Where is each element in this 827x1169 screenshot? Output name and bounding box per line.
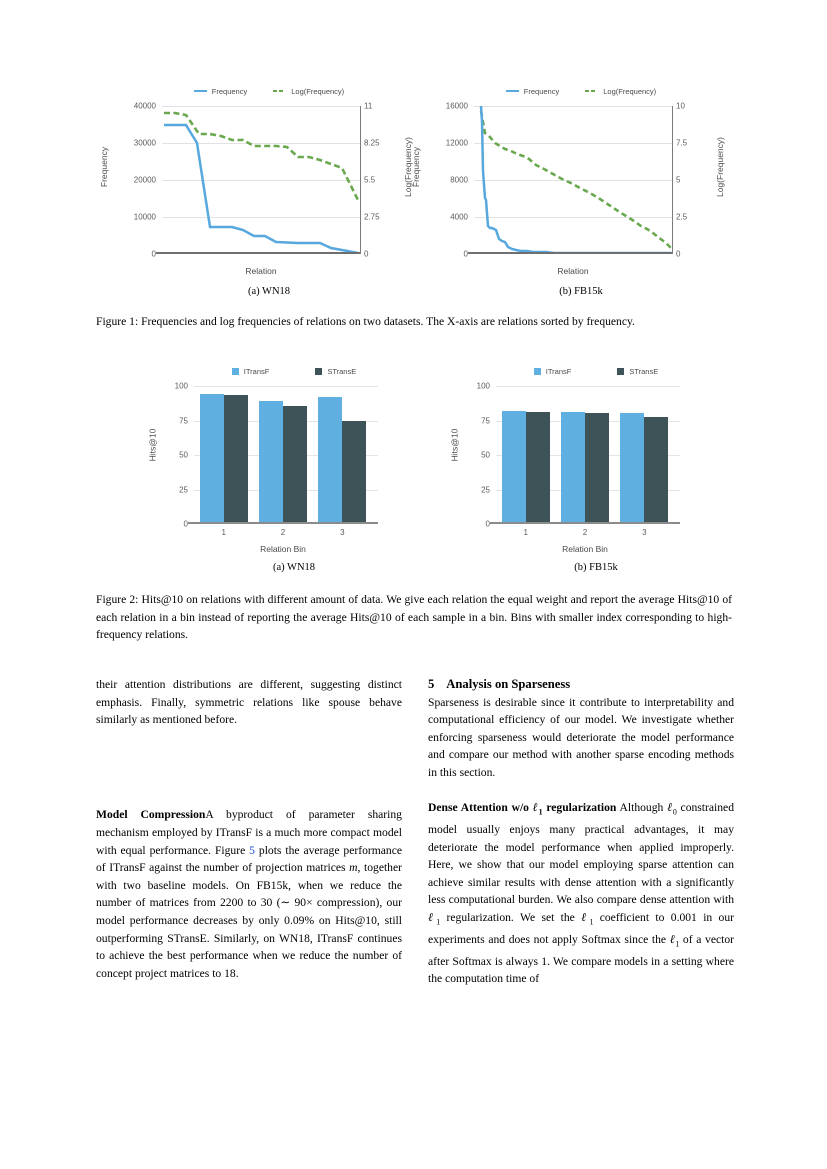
bar-group bbox=[259, 386, 307, 522]
y-tick: 30000 bbox=[133, 138, 156, 148]
y-tick-right: 11 bbox=[364, 101, 373, 111]
model-compression-paragraph bbox=[96, 806, 402, 982]
line-chart-wn18-y-title-right: Log(Frequency) bbox=[403, 136, 414, 198]
legend-item-itransf bbox=[232, 367, 270, 376]
line-chart-fb15k-y-title-left: Frequency bbox=[411, 146, 422, 188]
line-chart-wn18-plot bbox=[162, 106, 361, 254]
ell-symbol-0: ℓ bbox=[667, 801, 673, 815]
y-tick: 20000 bbox=[133, 175, 156, 185]
legend-swatch-icon-stranse bbox=[617, 368, 624, 375]
bar-stranse bbox=[224, 395, 248, 523]
bar-group bbox=[200, 386, 248, 522]
line-dashed-swatch-icon bbox=[273, 90, 286, 92]
line-chart-wn18-y-axis-right bbox=[364, 101, 398, 259]
y-tick: 40000 bbox=[133, 101, 156, 111]
left-paragraph-1: their attention distributions are different, suggesting distinct emphasis. Finally, symmetric relations like spouse behave similarly as mentioned before. bbox=[96, 678, 402, 727]
bar-group bbox=[620, 386, 668, 522]
bar-chart-fb15k bbox=[446, 362, 746, 584]
line-solid-swatch-icon bbox=[194, 90, 207, 92]
bar-stranse bbox=[342, 421, 366, 523]
line-chart-fb15k-y-axis-left bbox=[426, 101, 468, 259]
bar-chart-fb15k-x-ticks bbox=[496, 528, 674, 537]
line-chart-wn18-series bbox=[162, 106, 360, 254]
ell-subscript-1c: 1 bbox=[675, 939, 680, 949]
bar-stranse bbox=[644, 417, 668, 522]
bar-stranse bbox=[526, 412, 550, 522]
y-tick: 0 bbox=[463, 249, 468, 259]
y-tick-right: 2.5 bbox=[676, 212, 688, 222]
bar-chart-fb15k-y-title: Hits@10 bbox=[449, 428, 460, 462]
bar-chart-fb15k-legend bbox=[446, 364, 746, 378]
bar-itransf bbox=[318, 397, 342, 522]
ell-symbol-1c: ℓ bbox=[669, 932, 676, 946]
figure-1b-subcaption: (b) FB15k bbox=[559, 286, 603, 297]
y-tick: 100 bbox=[174, 381, 188, 391]
figure-2-caption: Figure 2: Hits@10 on relations with different amount of data. We give each relation the equal weight and report the average Hits@10 of each relation in a bin instead of reporting the average Hits@10 of each sample in a bin. Bins with smaller index corresponding to high-frequency relations. bbox=[96, 593, 732, 641]
figure-1-caption: Figure 1: Frequencies and log frequencies of relations on two datasets. The X-axis are relations sorted by frequency. bbox=[96, 315, 635, 328]
da-text-5: of a vector after Softmax is always 1. We compare models in a setting where the computation time of bbox=[428, 932, 734, 986]
da-text-4: coefficient to 0.001 in our experiments and does not apply Softmax since the bbox=[428, 911, 734, 946]
da-text-3: regularization. We set the bbox=[440, 911, 582, 925]
y-tick: 25 bbox=[179, 485, 188, 494]
bar-chart-wn18-y-title: Hits@10 bbox=[147, 428, 158, 462]
legend-item-log-frequency bbox=[585, 87, 656, 96]
y-tick-right: 5.5 bbox=[364, 175, 376, 185]
body-left-column bbox=[96, 676, 402, 982]
mc-text-1: A byproduct of parameter sharing mechanism employed by ITransF is a much more compact model with equal performance. Figure bbox=[96, 808, 402, 857]
y-tick: 4000 bbox=[450, 212, 468, 222]
line-chart-fb15k-x-title: Relation bbox=[557, 266, 589, 276]
line-chart-fb15k bbox=[411, 84, 736, 300]
ell-subscript-0: 0 bbox=[672, 807, 677, 817]
y-tick: 50 bbox=[481, 450, 490, 460]
ell-subscript-1b: 1 bbox=[589, 917, 594, 927]
y-tick: 100 bbox=[476, 381, 490, 391]
legend-item-itransf bbox=[534, 367, 572, 376]
dense-attention-paragraph bbox=[428, 799, 734, 988]
y-tick: 16000 bbox=[445, 101, 468, 111]
line-chart-fb15k-y-title-right: Log(Frequency) bbox=[715, 136, 726, 198]
y-tick: 25 bbox=[481, 485, 490, 494]
line-chart-fb15k-series bbox=[474, 106, 672, 254]
ell-symbol-1a: ℓ bbox=[428, 911, 437, 925]
y-tick-right: 2.75 bbox=[364, 212, 380, 222]
bar-group bbox=[318, 386, 366, 522]
y-tick: 12000 bbox=[445, 138, 468, 148]
line-chart-wn18-legend bbox=[114, 84, 424, 98]
line-chart-wn18 bbox=[99, 84, 424, 300]
ell-symbol-1b: ℓ bbox=[581, 911, 590, 925]
bar-itransf bbox=[620, 413, 644, 522]
line-solid-swatch-icon bbox=[506, 90, 519, 92]
bar-group bbox=[561, 386, 609, 522]
y-tick: 10000 bbox=[133, 212, 156, 222]
legend-swatch-icon-stranse bbox=[315, 368, 322, 375]
legend-swatch-icon-itransf bbox=[534, 368, 541, 375]
y-tick: 50 bbox=[179, 450, 188, 460]
figure-2a-subcaption: (a) WN18 bbox=[272, 562, 316, 573]
figure-1 bbox=[96, 84, 736, 300]
line-chart-fb15k-plot bbox=[474, 106, 673, 254]
bar-stranse bbox=[283, 406, 307, 523]
y-tick: 75 bbox=[179, 416, 188, 425]
legend-item-log-frequency bbox=[273, 87, 344, 96]
line-chart-fb15k-y-axis-right bbox=[676, 101, 710, 259]
dense-attention-heading bbox=[428, 801, 617, 817]
right-paragraph-1: Sparseness is desirable since it contribute to interpretability and computational efficiency of our model. We investigate whether enforcing sparseness would deteriorate the model performance and compare our method with another sparse encoding methods in this section. bbox=[428, 695, 734, 779]
model-compression-heading: Model Compression bbox=[96, 808, 206, 822]
section-heading-5 bbox=[428, 676, 734, 694]
y-tick-right: 0 bbox=[676, 249, 681, 259]
ell-subscript-1a: 1 bbox=[436, 917, 441, 927]
legend-item-stranse bbox=[315, 367, 356, 376]
legend-label-stranse: STransE bbox=[327, 366, 357, 376]
section-title: Analysis on Sparseness bbox=[446, 677, 571, 691]
da-head-b: regularization bbox=[542, 801, 617, 815]
bar-group bbox=[502, 386, 550, 522]
bar-itransf bbox=[200, 394, 224, 522]
legend-label-itransf: ITransF bbox=[243, 366, 270, 376]
bar-itransf bbox=[561, 412, 585, 522]
da-text-2: constrained model usually enjoys many practical advantages, it may deteriorate the model performance when applied improperly. Here, we show that our model employing sparse attention can achieve similar results with dense attention with a significantly less computational burden. We also compare dense attention with bbox=[428, 801, 734, 907]
line-chart-wn18-y-title-left: Frequency bbox=[99, 146, 110, 188]
bar-chart-wn18-x-title: Relation Bin bbox=[260, 544, 306, 554]
figure-reference-5[interactable]: 5 bbox=[249, 843, 255, 857]
legend-label-itransf: ITransF bbox=[545, 366, 572, 376]
x-tick: 2 bbox=[582, 528, 588, 537]
da-head-a: Dense Attention w/o bbox=[428, 801, 533, 815]
y-tick: 0 bbox=[151, 249, 156, 259]
line-chart-wn18-y-axis-left bbox=[114, 101, 156, 259]
y-tick-right: 7.5 bbox=[676, 138, 688, 148]
line-chart-wn18-x-title: Relation bbox=[245, 266, 277, 276]
section-number: 5 bbox=[428, 677, 435, 691]
x-tick: 1 bbox=[221, 528, 226, 537]
y-tick: 8000 bbox=[450, 175, 468, 185]
mc-text-3: , together with two baseline models. On FB15k, when we reduce the number of matrices from 2200 to 30 (∼ 90× compression), our model performance decreases by only 0.09% on Hits@10, still outperforming STransE. Similarly, on WN18, ITransF continues to achieve the best performance when we reduce the number of concept project matrices to 18. bbox=[96, 861, 402, 980]
ell-subscript-1: 1 bbox=[538, 807, 543, 817]
y-tick-right: 8.25 bbox=[364, 138, 380, 148]
legend-item-frequency bbox=[506, 87, 559, 96]
legend-label-log-frequency: Log(Frequency) bbox=[603, 86, 657, 96]
legend-item-stranse bbox=[617, 367, 658, 376]
x-tick: 2 bbox=[280, 528, 286, 537]
line-dashed-swatch-icon bbox=[585, 90, 598, 92]
y-tick: 0 bbox=[183, 519, 188, 529]
figure-2b-subcaption: (b) FB15k bbox=[574, 562, 618, 573]
legend-label-frequency: Frequency bbox=[211, 86, 248, 96]
line-chart-fb15k-legend bbox=[426, 84, 736, 98]
y-tick-right: 0 bbox=[364, 249, 369, 259]
bar-chart-fb15k-x-title: Relation Bin bbox=[562, 544, 608, 554]
y-tick-right: 10 bbox=[676, 101, 685, 111]
bar-chart-fb15k-plot bbox=[496, 386, 674, 524]
bar-chart-wn18-x-ticks bbox=[194, 528, 372, 537]
body-right-column bbox=[428, 676, 734, 988]
figure-2 bbox=[96, 362, 736, 584]
figure-1a-subcaption: (a) WN18 bbox=[247, 286, 291, 297]
bar-chart-wn18-plot bbox=[194, 386, 372, 524]
bar-stranse bbox=[585, 413, 609, 523]
bar-itransf bbox=[502, 411, 526, 523]
y-tick: 75 bbox=[481, 416, 490, 425]
x-tick: 1 bbox=[523, 528, 528, 537]
bar-itransf bbox=[259, 401, 283, 522]
legend-label-stranse: STransE bbox=[629, 366, 659, 376]
y-tick-right: 5 bbox=[676, 175, 681, 185]
legend-swatch-icon-itransf bbox=[232, 368, 239, 375]
math-symbol-m: m bbox=[349, 861, 358, 875]
legend-label-log-frequency: Log(Frequency) bbox=[291, 86, 345, 96]
legend-item-frequency bbox=[194, 87, 247, 96]
mc-text-2: plots the average performance of ITransF against the number of projection matrices bbox=[96, 843, 402, 875]
legend-label-frequency: Frequency bbox=[523, 86, 560, 96]
y-tick: 0 bbox=[485, 519, 490, 529]
x-tick: 3 bbox=[340, 528, 345, 537]
da-text-1: Although bbox=[619, 801, 668, 815]
bar-chart-wn18 bbox=[144, 362, 444, 584]
bar-chart-wn18-legend bbox=[144, 364, 444, 378]
ell-symbol: ℓ bbox=[532, 801, 539, 815]
x-tick: 3 bbox=[642, 528, 647, 537]
